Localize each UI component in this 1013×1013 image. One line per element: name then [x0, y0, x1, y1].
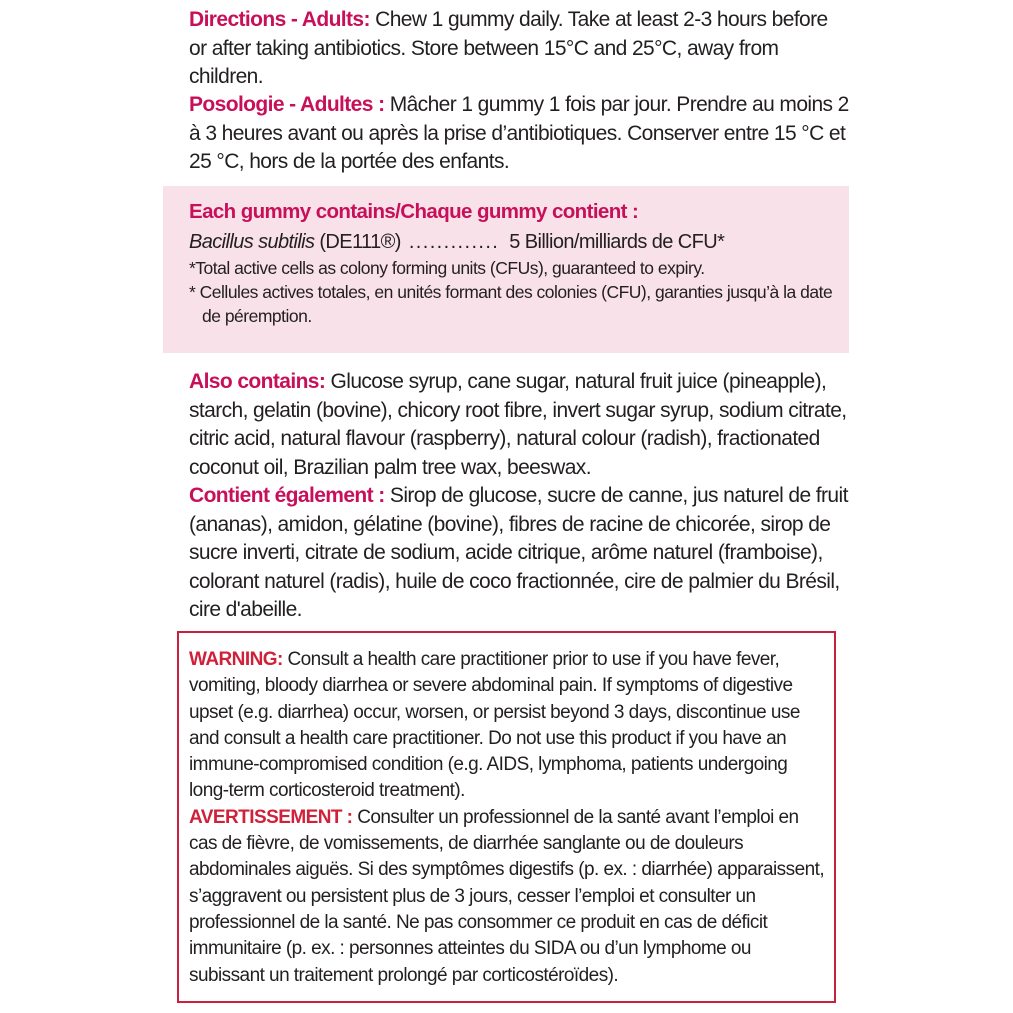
warning-heading-fr: AVERTISSEMENT : [189, 806, 353, 828]
posologie-adultes [189, 91, 849, 177]
warning-en [189, 647, 829, 805]
warning-heading-en: WARNING: [189, 649, 283, 670]
warning-box [177, 631, 836, 1003]
warning-text-fr: Consulter un professionnel de la santé avant l’emploi en cas de fièvre, de vomissements, de diarrhée sanglante ou de douleurs abdominales aiguës. Si des symptômes digestifs (p. ex. : diarrhée) apparaissent, s’aggravent ou persistent plus de 3 jours, cesser l’emploi et consulter un professionnel de la santé. Ne pas consommer ce produit en cas de déficit immunitaire (p. ex. : personnes atteintes du SIDA ou d’un lymphome ou subissant un traitement prolongé par corticostéroïdes). [189, 806, 825, 986]
contient-egalement [189, 482, 849, 625]
footnote-en: *Total active cells as colony forming units (CFUs), guaranteed to expiry. [189, 258, 705, 278]
warning-text-en: Consult a health care practitioner prior to use if you have fever, vomiting, bloody diarrhea or severe abdominal pain. If symptoms of digestive upset (e.g. diarrhea) occur, worsen, or persist beyond 3 days, discontinue use and consult a health care practitioner. Do not use this product if you have an immune-compromised condition (e.g. AIDS, lymphoma, patients undergoing long-term corticosteroid treatment). [189, 649, 800, 802]
posologie-text: Mâcher 1 gummy 1 fois par jour. Prendre au moins 2 à 3 heures avant ou après la prise d’antibiotiques. Conserver entre 15 °C et 25 °C, hors de la portée des enfants. [189, 93, 849, 173]
also-contains [189, 368, 849, 482]
contents-title: Each gummy contains/Chaque gummy contient : [189, 200, 639, 223]
also-contains-text: Glucose syrup, cane sugar, natural fruit juice (pineapple), starch, gelatin (bovine), chicory root fibre, invert sugar syrup, sodium citrate, citric acid, natural flavour (raspberry), natural colour (radish), fractionated coconut oil, Brazilian palm tree wax, beeswax. [189, 370, 847, 479]
ingredient-row [189, 228, 839, 256]
ingredient-leader-dots: ............. [408, 231, 500, 253]
ingredient-name: Bacillus subtilis [189, 231, 315, 253]
ingredient-amount: 5 Billion/milliards de CFU* [509, 231, 725, 253]
directions-heading: Directions - Adults: [189, 8, 370, 31]
contient-heading: Contient également : [189, 484, 385, 507]
footnote-fr: * Cellules actives totales, en unités formant des colonies (CFU), garanties jusqu’à la date de péremption. [189, 282, 833, 326]
contents-panel [163, 186, 849, 353]
ingredient-strain: (DE111®) [319, 231, 401, 253]
warning-fr [189, 805, 829, 989]
also-contains-heading: Also contains: [189, 370, 326, 393]
posologie-heading: Posologie - Adultes : [189, 93, 385, 116]
directions-adults [189, 6, 849, 92]
contient-text: Sirop de glucose, sucre de canne, jus naturel de fruit (ananas), amidon, gélatine (bovine), fibres de racine de chicorée, sirop de sucre inverti, citrate de sodium, acide citrique, arôme naturel (framboise), colorant naturel (radis), huile de coco fractionnée, cire de palmier du Brésil, cire d'abeille. [189, 484, 848, 621]
directions-text: Chew 1 gummy daily. Take at least 2-3 hours before or after taking antibiotics. Store between 15°C and 25°C, away from children. [189, 8, 828, 88]
